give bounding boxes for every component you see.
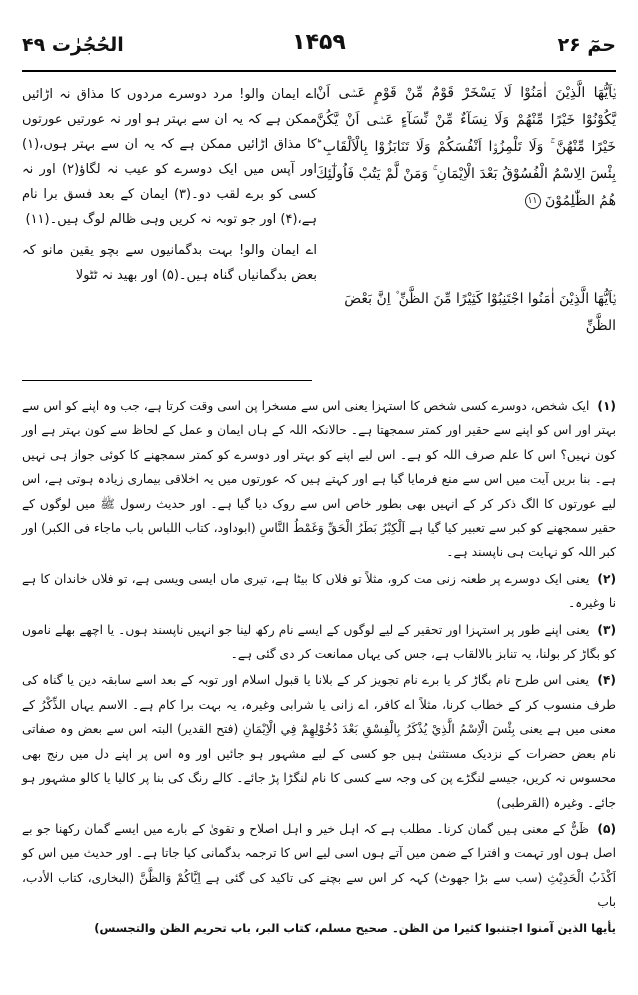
page-number: ۱۴۵۹ [292,30,346,55]
footnote [22,817,616,915]
urdu-translation-column [22,82,317,288]
footnote-text: یعنی اپنے طور پر استہزا اور تحقیر کے لیے لوگوں کے ایسے نام رکھ لینا جو انہیں ناپسند ہوں۔ یا اچھے بھلے ناموں کو بگاڑ کر بولنا، یہ تنابز بالالقاب ہے، جس کی یہاں ممانعت کر دی گئی ہے۔ [22,622,616,662]
footnote-text: ظَنٌّ کے معنی ہیں گمان کرنا۔ مطلب ہے کہ اہل خیر و اہل اصلاح و تقویٰ کے بارے میں ایسے گمان رکھنا جو بے اصل ہوں اور تہمت و افترا کے ضمن میں آتے ہوں اسی لیے اس کا ترجمہ بدگمانی کیا جاتا ہے۔ اور حدیث میں اس کو اَكْذَبُ الْحَدِيْثِ (سب سے بڑا جھوٹ) کہہ کر اس سے بچنے کی تاکید کی گئی ہے اِيَّاكُمْ وَالظَّنَّ (البخاری، کتاب الأدب، باب [22,821,616,910]
footnote-number: (۲) [597,571,617,586]
footnote [22,618,616,667]
footnote-number: (۴) [597,673,616,688]
footnote-text: ایک شخص، دوسرے کسی شخص کا استہزا یعنی اس سے مسخرا پن اسی وقت کرتا ہے، جب وہ اپنے کو اس سے بہتر اور اس کو اپنے سے حقیر اور کمتر سمجھتا ہے۔ حالانکہ اللہ کے ہاں ایمان و عمل کے لحاظ سے کون بہتر ہے اور کون نہیں؟ اس کا علم صرف اللہ کو ہے۔ اس لیے اپنے کو بہتر اور دوسرے کو کمتر سمجھنے کا کوئی جواز ہی نہیں ہے۔ بنا بریں آیت میں اس سے منع فرمایا گیا ہے اور کہتے ہیں کہ عورتوں میں یہ اخلاقی بیماری زیادہ ہوتی ہے، اس لیے عورتوں کا الگ ذکر کر کے انہیں بھی بطور خاص اس سے روک دیا گیا ہے۔ اور حدیث رسول ﷺ میں لوگوں کے حقیر سمجھنے کو کبر سے تعبیر کیا گیا ہے اَلْكِبْرُ بَطَرُ الْحَقِّ وَغَمْطُ النَّاسِ (ابوداود، کتاب اللباس باب ماجاء فی الکبر) اور کبر اللہ کو نہایت ہی ناپسند ہے۔ [22,399,616,560]
translation-paragraph: اے ایمان والو! بہت بدگمانیوں سے بچو یقین مانو کہ بعض بدگمانیاں گناہ ہیں۔(۵) اور بھید نہ ٹٹولا [22,243,317,283]
footnote-divider [22,380,312,381]
verse-11 [316,80,616,215]
juz-label: حمٓ ۲۶ [557,34,616,56]
translation-paragraph: اے ایمان والو! مرد دوسرے مردوں کا مذاق نہ اڑائیں ممکن ہے کہ یہ ان سے بہتر ہو اور نہ عورتیں عورتوں کا مذاق اڑائیں ممکن ہے کہ یہ ان سے بہتر ہوں،(۱) اور آپس میں ایک دوسرے کو عیب نہ لگاؤ(۲) اور نہ کسی کو برے لقب دو۔(۳) ایمان کے بعد فسق برا نام ہے،(۴) اور جو توبہ نہ کریں وہی ظالم لوگ ہیں۔(۱۱) [22,87,318,227]
header-rule [22,70,616,72]
footnotes [22,394,616,941]
surah-label: الحُجُرٰت ۴۹ [22,34,124,56]
footnote [22,567,616,616]
footnote [22,394,616,565]
page-header [22,30,616,70]
footnote-text: یعنی اس طرح نام بگاڑ کر یا برے نام تجویز کر کے بلانا یا قبول اسلام اور توبہ کے بعد اسے سابقہ دین یا گناہ کی طرف منسوب کر کے خطاب کرنا، مثلاً اے کافر، اے زانی یا شرابی وغیرہ، یہ بہت برا کام ہے۔ الاسم یہاں الذِّكْرُ کے معنی میں ہے یعنی بِئْسَ الْاِسْمُ الَّذِيْ يُذْكَرُ بِالْفِسْقِ بَعْدَ دُخُوْلِهِمْ فِي الْاِيْمَانِ (فتح القدیر) البتہ اس سے بعض وہ صفاتی نام بعض حضرات کے نزدیک مستثنیٰ ہیں جو کسی کے لیے مشہور ہو جائیں اور وہ اس پر اپنے دل میں رنج بھی محسوس نہ کریں، جیسے لنگڑے پن کی وجہ سے کسی کا نام لنگڑا پڑ جائے۔ کالے رنگ کی بنا پر کالیا یا کالو مشہور ہو جائے۔ وغیرہ (القرطبی) [22,673,616,810]
hadith-reference: يأيها الذين آمنوا اجتنبوا كثيرا من الظن۔ صحيح مسلم، كتاب البر، باب تحريم الظن والتجسس) [94,920,616,935]
arabic-verse-column [316,80,616,215]
footnote-text: یعنی ایک دوسرے پر طعنہ زنی مت کرو، مثلاً تو فلاں کا بیٹا ہے، تیری ماں ایسی ویسی ہے، تو فلاں خاندان کا ہے نا وغیرہ۔ [22,571,616,611]
ayah-number-marker: ۱۱ [525,193,541,209]
footnote [22,668,616,814]
footnote-number: (۵) [597,821,617,836]
verse-11-text: يٰۤاَيُّهَا الَّذِيْنَ اٰمَنُوْا لَا يَسْخَرْ قَوْمٌ مِّنْ قَوْمٍ عَسٰۤى اَنْ يَّكُوْنُوْا خَيْرًا مِّنْهُمْ وَلَا نِسَآءٌ مِّنْ نِّسَآءٍ عَسٰۤى اَنْ يَّكُنَّ خَيْرًا مِّنْهُنَّ ۚ وَلَا تَلْمِزُوْۤا اَنْفُسَكُمْ وَلَا تَنَابَزُوْا بِالْاَلْقَابِ ؕ بِئْسَ الِاسْمُ الْفُسُوْقُ بَعْدَ الْاِيْمَانِ ۚ وَمَنْ لَّمْ يَتُبْ فَاُولٰٓئِكَ هُمُ الظّٰلِمُوْنَ [316,85,616,209]
footnote-number: (۱) [597,399,616,413]
footnote-number: (۳) [597,622,617,637]
verse-12: يٰۤاَيُّهَا الَّذِيْنَ اٰمَنُوا اجْتَنِبُوْا كَثِيْرًا مِّنَ الظَّنِّ ۫ اِنَّ بَعْضَ الظَّنِّ [344,291,616,334]
